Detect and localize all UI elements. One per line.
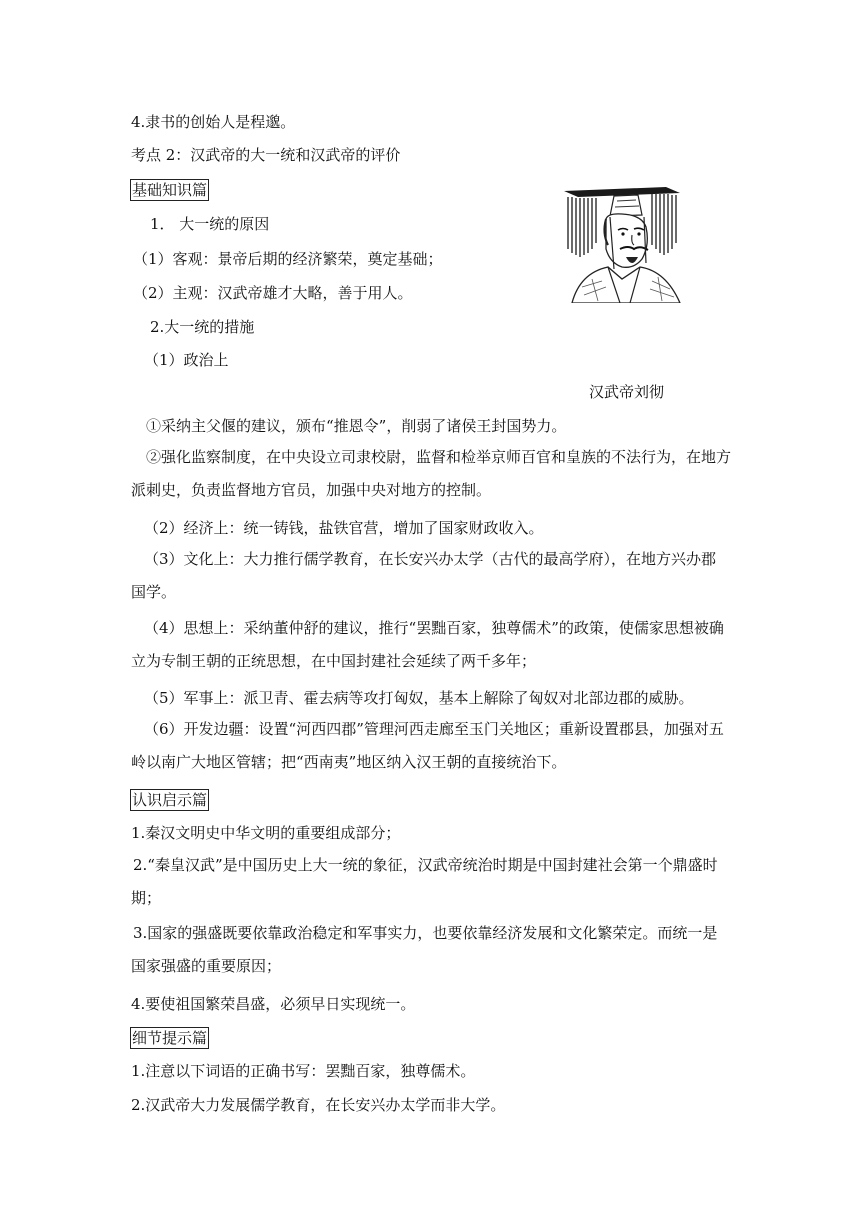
section-title: 考点 2：汉武帝的大一统和汉武帝的评价 xyxy=(131,146,401,164)
measures-title: 2.大一统的措施 xyxy=(150,318,255,336)
portrait-caption: 汉武帝刘彻 xyxy=(589,383,665,401)
political-measure-1: ①采纳主父偃的建议，颁布“推恩令”，削弱了诸侯王封国势力。 xyxy=(146,417,567,435)
emperor-portrait xyxy=(562,183,684,303)
top-line: 4.隶书的创始人是程邈。 xyxy=(131,113,296,131)
basic-knowledge-heading: 基础知识篇 xyxy=(132,181,208,199)
reason-subjective: （2）主观：汉武帝雄才大略，善于用人。 xyxy=(133,284,413,302)
insight-item-2: 2.“秦皇汉武”是中国历史上大一统的象征，汉武帝统治时期是中国封建社会第一个鼎盛时期； xyxy=(131,856,718,907)
insight-heading: 认识启示篇 xyxy=(132,791,208,809)
political-heading: （1）政治上 xyxy=(144,351,229,369)
detail-item-2: 2.汉武帝大力发展儒学教育，在长安兴办太学而非大学。 xyxy=(131,1096,506,1114)
economic-measure: （2）经济上：统一铸钱，盐铁官营，增加了国家财政收入。 xyxy=(144,519,544,537)
military-measure: （5）军事上：派卫青、霍去病等攻打匈奴，基本上解除了匈奴对北部边郡的威胁。 xyxy=(144,689,694,707)
frontier-measure: （6）开发边疆：设置“河西四郡”管理河西走廊至玉门关地区；重新设置郡县，加强对五岭以南广大地区管辖；把“西南夷”地区纳入汉王朝的直接统治下。 xyxy=(131,720,724,771)
political-measure-2: ②强化监察制度，在中央设立司隶校尉，监督和检举京师百官和皇族的不法行为，在地方派刺史，负责监督地方官员，加强中央对地方的控制。 xyxy=(131,448,732,499)
ideological-measure: （4）思想上：采纳董仲舒的建议，推行“罢黜百家，独尊儒术”的政策，使儒家思想被确立为专制王朝的正统思想，在中国封建社会延续了两千多年； xyxy=(131,619,724,670)
reason-title: 1． 大一统的原因 xyxy=(150,215,270,233)
reason-objective: （1）客观：景帝后期的经济繁荣，奠定基础； xyxy=(133,250,443,268)
detail-heading: 细节提示篇 xyxy=(132,1029,208,1047)
detail-item-1: 1.注意以下词语的正确书写：罢黜百家，独尊儒术。 xyxy=(131,1062,476,1080)
insight-item-1: 1.秦汉文明史中华文明的重要组成部分； xyxy=(131,824,401,842)
insight-item-3: 3.国家的强盛既要依靠政治稳定和军事实力，也要依靠经济发展和文化繁荣定。而统一是国家强盛的重要原因； xyxy=(131,924,718,975)
cultural-measure: （3）文化上：大力推行儒学教育，在长安兴办太学（古代的最高学府），在地方兴办郡国学。 xyxy=(131,550,717,601)
insight-item-4: 4.要使祖国繁荣昌盛，必须早日实现统一。 xyxy=(131,995,416,1013)
